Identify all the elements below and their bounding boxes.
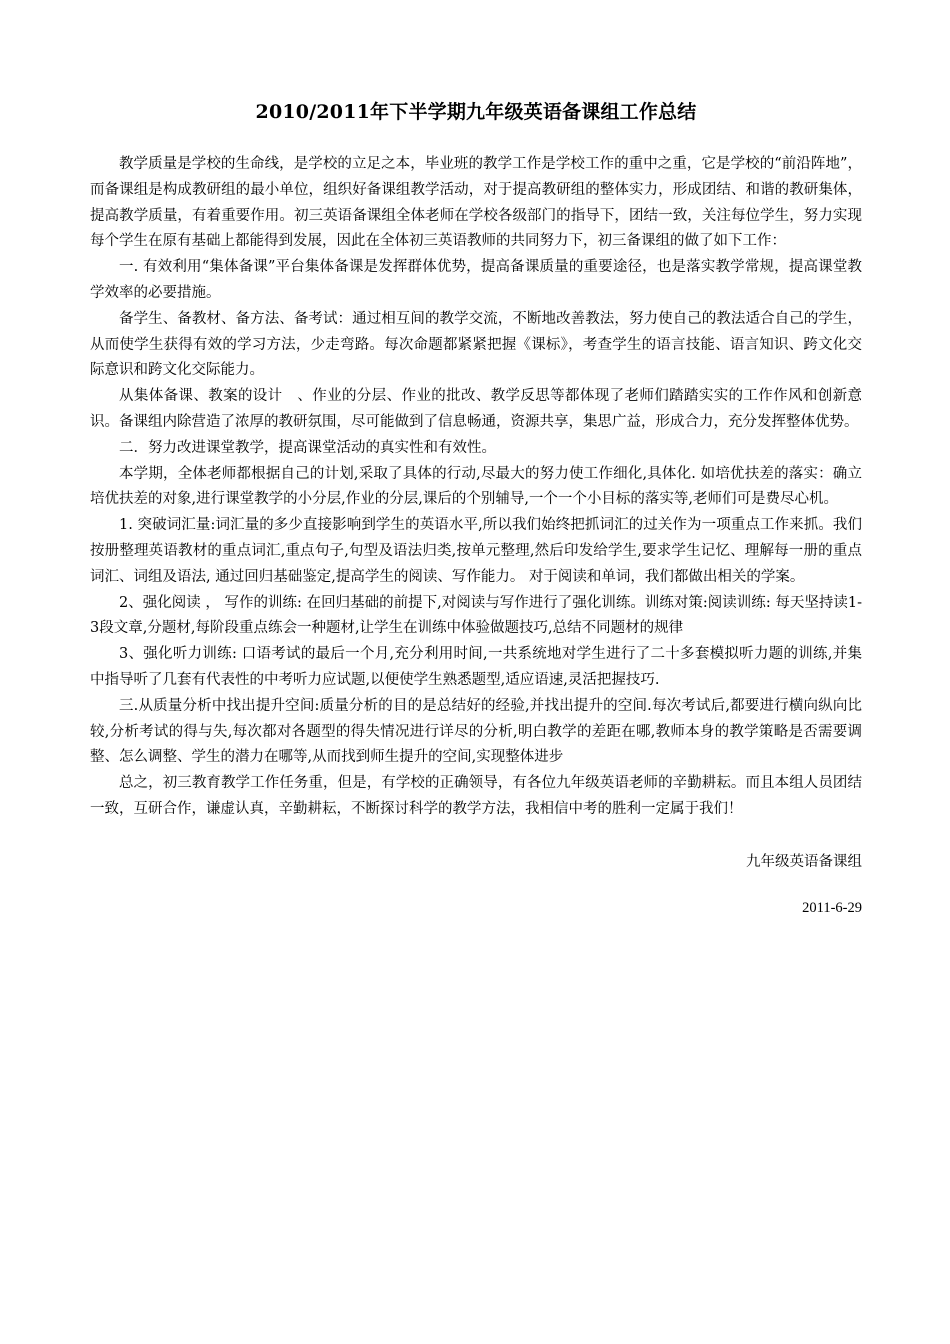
paragraph-conclusion: 总之，初三教育教学工作任务重，但是，有学校的正确领导，有各位九年级英语老师的辛勤耕耘。而且本组人员团结一致，互研合作，谦虚认真，辛勤耕耘，不断探讨科学的教学方法，我相信中考的胜利一定属于我们！ — [90, 775, 862, 817]
paragraph-vocabulary: 1. 突破词汇量:词汇量的多少直接影响到学生的英语水平,所以我们始终把抓词汇的过关作为一项重点工作来抓。我们按册整理英语教材的重点词汇,重点句子,句型及语法归类,按单元整理,然后印发给学生,要求学生记忆、理解每一册的重点词汇、词组及语法, 通过回归基础鉴定,提高学生的阅读、写作能力。 对于阅读和单词，我们都做出相关的学案。 — [90, 517, 862, 585]
signature: 九年级英语备课组 — [746, 853, 862, 870]
paragraph-preparation: 备学生、备教材、备方法、备考试：通过相互间的教学交流，不断地改善教法，努力使自己的教法适合自己的学生，从而使学生获得有效的学习方法，少走弯路。每次命题都紧紧把握《课标》，考查学生的语言技能、语言知识、跨文化交际意识和跨文化交际能力。 — [90, 310, 862, 379]
paragraph-section-3: 三.从质量分析中找出提升空间:质量分析的目的是总结好的经验,并找出提升的空间.每次考试后,都要进行横向纵向比较,分析考试的得与失,每次都对各题型的得失情况进行详尽的分析,明白教学的差距在哪,教师本身的教学策略是否需要调整、怎么调整、学生的潜力在哪等,从而找到师生提升的空间,实现整体进步 — [90, 697, 862, 766]
paragraph-collective-prep: 从集体备课、教案的设计 、作业的分层、作业的批改、教学反思等都体现了老师们踏踏实实的工作作风和创新意识。备课组内除营造了浓厚的教研氛围，尽可能做到了信息畅通，资源共享，集思广益，形成合力，充分发挥整体优势。 — [90, 388, 862, 430]
paragraph-listening: 3、强化听力训练: 口语考试的最后一个月,充分利用时间,一共系统地对学生进行了二十多套模拟听力题的训练,并集中指导听了几套有代表性的中考听力应试题,以便使学生熟悉题型,适应语速,灵活把握技巧. — [90, 646, 862, 688]
document-page — [90, 98, 862, 921]
paragraph-section-2: 二．努力改进课堂教学，提高课堂活动的真实性和有效性。 — [119, 439, 496, 456]
document-title: 2010/2011年下半学期九年级英语备课组工作总结 — [255, 101, 697, 123]
paragraph-section-1: 一. 有效利用“集体备课”平台集体备课是发挥群体优势，提高备课质量的重要途径，也是落实教学常规，提高课堂教学效率的必要措施。 — [90, 259, 862, 301]
paragraph-reading-writing: 2、强化阅读 ， 写作的训练: 在回归基础的前提下,对阅读与写作进行了强化训练。训练对策:阅读训练: 每天坚持读1-3段文章,分题材,每阶段重点练会一种题材,让学生在训练中体验做题技巧,总结不同题材的规律 — [90, 594, 862, 637]
document-date: 2011-6-29 — [802, 899, 862, 916]
paragraph-semester: 本学期，全体老师都根据自己的计划,采取了具体的行动,尽最大的努力使工作细化,具体化. 如培优扶差的落实：确立培优扶差的对象,进行课堂教学的小分层,作业的分层,课后的个别辅导,一个一个小目标的落实等,老师们可是费尽心机。 — [90, 465, 862, 508]
paragraph-intro: 教学质量是学校的生命线，是学校的立足之本，毕业班的教学工作是学校工作的重中之重，它是学校的“前沿阵地”，而备课组是构成教研组的最小单位，组织好备课组教学活动，对于提高教研组的整体实力，形成团结、和谐的教研集体，提高教学质量，有着重要作用。初三英语备课组全体老师在学校各级部门的指导下，团结一致，关注每位学生，努力实现每个学生在原有基础上都能得到发展，因此在全体初三英语教师的共同努力下，初三备课组的做了如下工作： — [90, 156, 862, 250]
